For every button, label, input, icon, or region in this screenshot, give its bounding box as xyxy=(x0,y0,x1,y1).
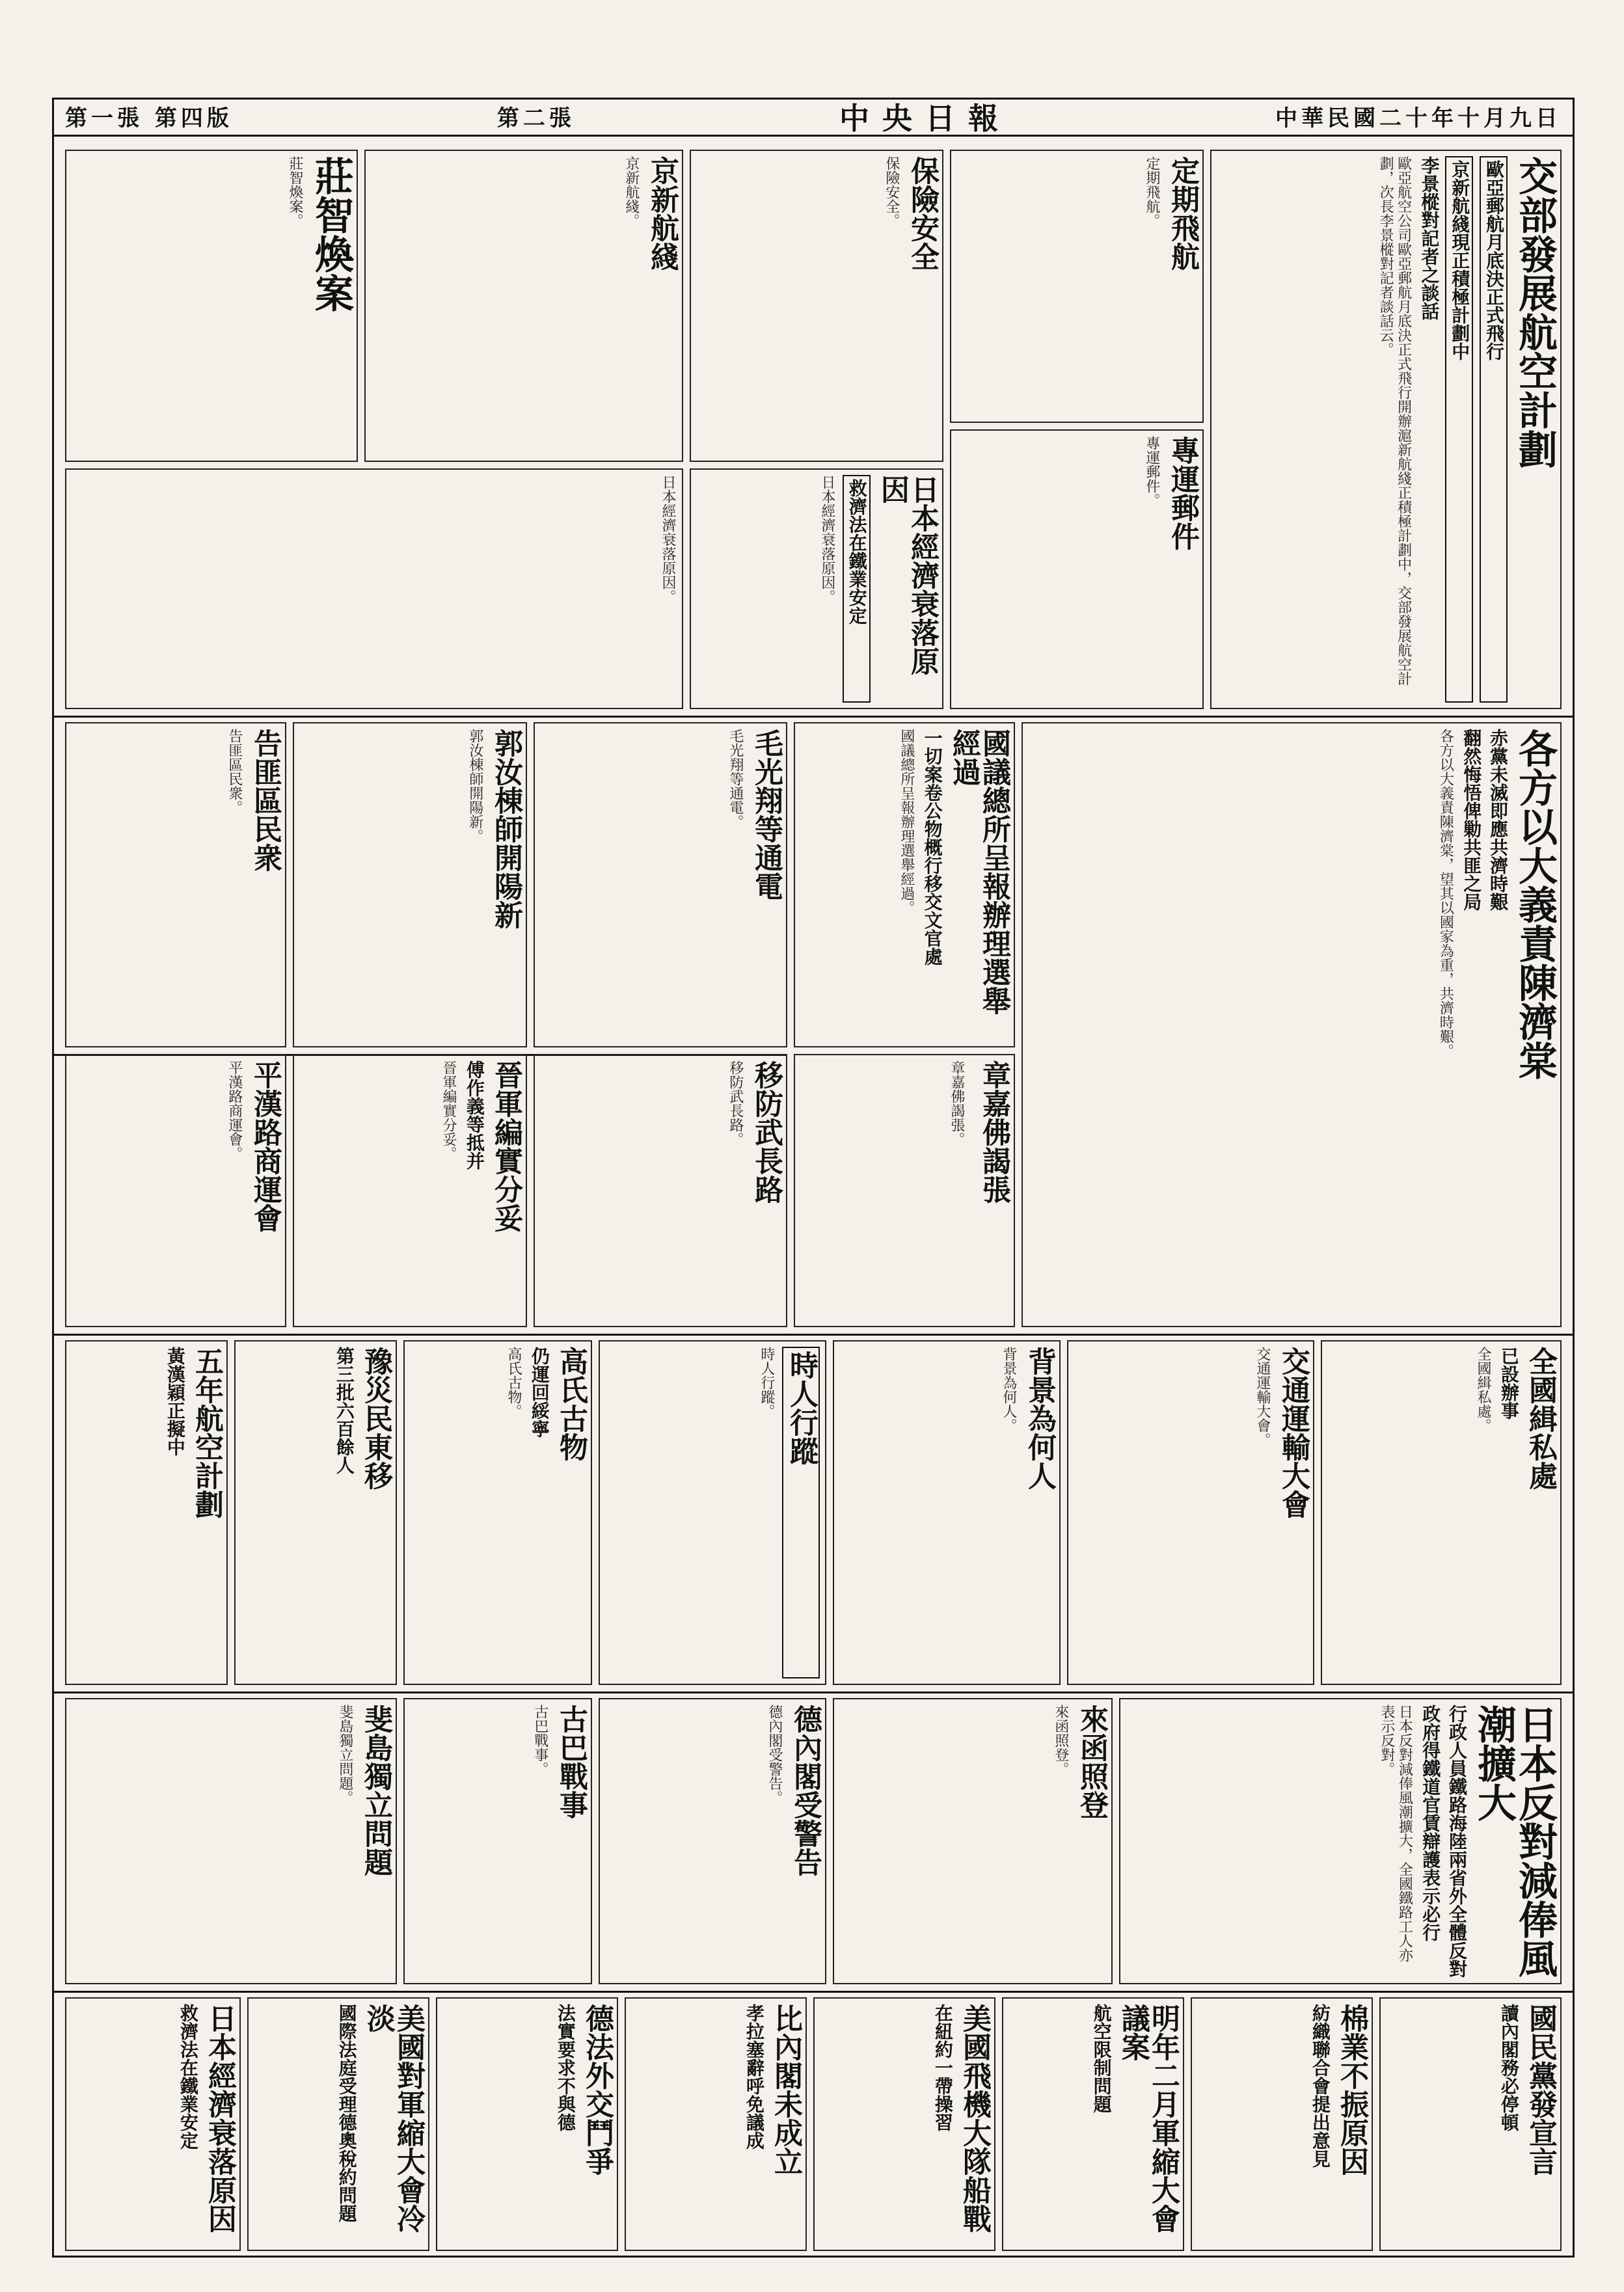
article-waijiao xyxy=(436,1997,618,2251)
article-body: 保險安全。 xyxy=(883,156,900,228)
headline: 德法外交鬥爭 xyxy=(580,2004,614,2176)
article-body: 專運郵件。 xyxy=(1143,436,1160,507)
headline: 移防武長路 xyxy=(750,1060,783,1204)
subheadline: 歐亞郵航月底決正式飛行 xyxy=(1480,156,1508,703)
headline: 全國緝私處 xyxy=(1524,1347,1557,1490)
article-guomindang xyxy=(1379,1997,1562,2251)
masthead-page: 第一張 第四版 xyxy=(65,105,233,131)
headline: 京新航綫 xyxy=(645,156,679,271)
headline: 背景為何人 xyxy=(1023,1347,1056,1490)
headline: 平漢路商運會 xyxy=(249,1060,282,1232)
section-rule xyxy=(52,1692,1575,1693)
masthead-date: 中華民國二十年十月九日 xyxy=(1275,105,1562,131)
article-body: 時人行蹤。 xyxy=(758,1347,775,1418)
subheadline: 航空限制問題 xyxy=(1090,2004,1113,2113)
article-body: 國議總所呈報辦理選舉經過。 xyxy=(898,729,915,915)
article-feilv xyxy=(65,1698,397,1984)
headline: 明年二月軍縮大會議案 xyxy=(1116,2004,1180,2233)
headline: 高氏古物 xyxy=(554,1347,588,1461)
subheadline: 孝拉塞辭呼免議成 xyxy=(743,2004,765,2150)
article-zhanzhi xyxy=(65,150,358,462)
subheadline: 在紐約一帶操習 xyxy=(932,2004,954,2131)
article-body: 全國緝私處。 xyxy=(1475,1347,1492,1433)
headline: 專運郵件 xyxy=(1166,436,1199,550)
subheadline: 法實要求不與德 xyxy=(554,2004,576,2131)
masthead-section: 第二張 xyxy=(496,105,575,131)
article-guoxi xyxy=(403,1340,592,1685)
article-body: 日本經濟衰落原因。 xyxy=(660,475,676,604)
article-guba xyxy=(403,1698,592,1984)
headline: 晉軍編實分妥 xyxy=(489,1060,522,1232)
subheadline: 第三批六百餘人 xyxy=(333,1347,355,1474)
article-kaihan xyxy=(794,1054,1015,1327)
article-jingxin xyxy=(364,150,683,462)
subheadline: 已設辦事 xyxy=(1498,1347,1520,1420)
masthead-paper-name: 中央日報 xyxy=(839,100,1011,136)
article-dui xyxy=(599,1698,826,1984)
headline: 各方以大義責陳濟棠 xyxy=(1512,729,1558,1080)
headline: 章嘉佛謁張 xyxy=(977,1060,1010,1204)
article-body: 來函照登。 xyxy=(1052,1705,1069,1776)
article-econ xyxy=(65,1997,241,2251)
article-body: 定期飛航。 xyxy=(1143,156,1160,228)
article-zhuanyun xyxy=(950,429,1204,709)
headline: 古巴戰事 xyxy=(554,1705,588,1819)
article-haijun xyxy=(1002,1997,1184,2251)
article-body: 德內閣受警告。 xyxy=(766,1705,783,1805)
subheadline: 救濟法在鐵業安定 xyxy=(843,475,871,703)
headline: 來函照登 xyxy=(1075,1705,1108,1819)
article-body: 告匪區民衆。 xyxy=(226,729,243,815)
subheadline: 李景樅對記者之談話 xyxy=(1418,156,1441,320)
article-quanguo xyxy=(1321,1340,1562,1685)
article-junsuo xyxy=(247,1997,429,2251)
article-body: 斐島獨立問題。 xyxy=(336,1705,353,1805)
article-body: 移防武長路。 xyxy=(727,1060,744,1146)
article-jiaotong xyxy=(1067,1340,1314,1685)
article-pinghan xyxy=(65,1054,286,1327)
article-yifang xyxy=(534,1054,787,1327)
headline: 國議總所呈報辦理選舉經過 xyxy=(947,729,1010,1015)
headline: 交通運輸大會 xyxy=(1277,1347,1310,1518)
subheadline: 黃漢穎正擬中 xyxy=(164,1347,186,1456)
article-gaonan xyxy=(65,722,286,1047)
article-lairen xyxy=(833,1698,1113,1984)
section-rule xyxy=(52,716,1575,718)
article-dingqi xyxy=(950,150,1204,423)
subheadline: 政府得鐵道官賃辯護表示必行 xyxy=(1420,1705,1442,1941)
article-body: 京新航綫。 xyxy=(623,156,640,228)
article-body: 平漢路商運會。 xyxy=(226,1060,243,1161)
headline: 日本經濟衰落原因 xyxy=(875,475,939,675)
article-body: 背景為何人。 xyxy=(1000,1347,1017,1433)
headline: 時人行蹤 xyxy=(782,1347,820,1679)
headline: 豫災民東移 xyxy=(359,1347,392,1490)
headline: 定期飛航 xyxy=(1166,156,1199,271)
article-jinjun xyxy=(293,1054,527,1327)
article-bilinei xyxy=(625,1997,807,2251)
headline: 告匪區民衆 xyxy=(249,729,282,872)
headline: 莊智煥案 xyxy=(308,156,354,312)
article-guoyi xyxy=(690,468,943,709)
article-body: 古巴戰事。 xyxy=(532,1705,548,1776)
subheadline: 紡織聯合會提出意見 xyxy=(1309,2004,1331,2168)
subheadline: 救濟法在鐵業安定 xyxy=(177,2004,199,2150)
article-body: 郭汝棟師開陽新。 xyxy=(467,729,483,843)
article-aviation xyxy=(1210,150,1562,709)
headline: 保險安全 xyxy=(906,156,939,271)
article-body: 晉軍編實分妥。 xyxy=(440,1060,457,1161)
subheadline: 讀內閣務必停頓 xyxy=(1498,2004,1520,2131)
article-yuzai xyxy=(234,1340,397,1685)
article-qiyuan xyxy=(1022,722,1562,1327)
headline: 美國飛機大隊船戰 xyxy=(958,2004,991,2233)
article-guoyi-body xyxy=(65,468,683,709)
headline: 毛光翔等通電 xyxy=(750,729,783,900)
subheadline: 赤黨未滅即應共濟時艱 xyxy=(1487,729,1509,911)
headline: 郭汝棟師開陽新 xyxy=(489,729,522,929)
article-haorun xyxy=(293,722,527,1047)
headline: 比內閣未成立 xyxy=(769,2004,802,2176)
article-body: 章嘉佛謁張。 xyxy=(948,1060,965,1146)
subheadline: 行政人員鐵路海陸兩省外全體反對 xyxy=(1446,1705,1468,1978)
subheadline: 仍運回綏寧 xyxy=(528,1347,550,1438)
subheadline: 京新航綫現正積極計劃中 xyxy=(1445,156,1473,703)
article-plane xyxy=(813,1997,995,2251)
article-zhangjia xyxy=(534,722,787,1047)
article-body: 日本經濟衰落原因。 xyxy=(819,475,835,604)
article-cotton xyxy=(1191,1997,1373,2251)
article-body: 日本反對減俸風潮擴大，全國鐵路工人亦表示反對。 xyxy=(1378,1705,1413,1962)
headline: 五年航空計劃 xyxy=(190,1347,223,1518)
headline: 日本反對減俸風潮擴大 xyxy=(1471,1705,1558,1978)
subheadline: 傅作義等抵并 xyxy=(463,1060,485,1170)
article-maoguang xyxy=(794,722,1015,1047)
article-body: 莊智煥案。 xyxy=(287,156,303,228)
section-rule xyxy=(52,1334,1575,1336)
section-rule xyxy=(52,1991,1575,1993)
headline: 美國對軍縮大會冷淡 xyxy=(361,2004,425,2233)
article-japan xyxy=(1119,1698,1562,1984)
article-body: 高氏古物。 xyxy=(506,1347,522,1418)
article-beijing xyxy=(833,1340,1061,1685)
headline: 德內閣受警告 xyxy=(789,1705,822,1876)
headline: 日本經濟衰落原因 xyxy=(203,2004,236,2233)
headline: 交部發展航空計劃 xyxy=(1512,156,1558,468)
subheadline: 國際法庭受理德奧稅約問題 xyxy=(336,2004,358,2222)
headline: 國民黨發宣言 xyxy=(1524,2004,1557,2176)
article-body: 毛光翔等通電。 xyxy=(727,729,744,829)
article-body: 各方以大義責陳濟棠，望其以國家為重，共濟時艱。 xyxy=(1437,729,1454,1058)
subheadline: 翻然悔悟俾勦共匪之局 xyxy=(1461,729,1483,911)
article-body: 歐亞航空公司歐亞郵航月底決正式飛行開辦滬新航綫正積極計劃中，交部發展航空計劃，次長李景樅對記者談話云。 xyxy=(1377,156,1412,686)
article-baoxian xyxy=(690,150,943,462)
subheadline: 一切案卷公物概行移交文官處 xyxy=(921,729,943,965)
article-body: 交通運輸大會。 xyxy=(1254,1347,1271,1447)
headline: 斐島獨立問題 xyxy=(359,1705,392,1876)
article-xingzong xyxy=(599,1340,826,1685)
headline: 棉業不振原因 xyxy=(1335,2004,1368,2176)
article-wunian xyxy=(65,1340,228,1685)
